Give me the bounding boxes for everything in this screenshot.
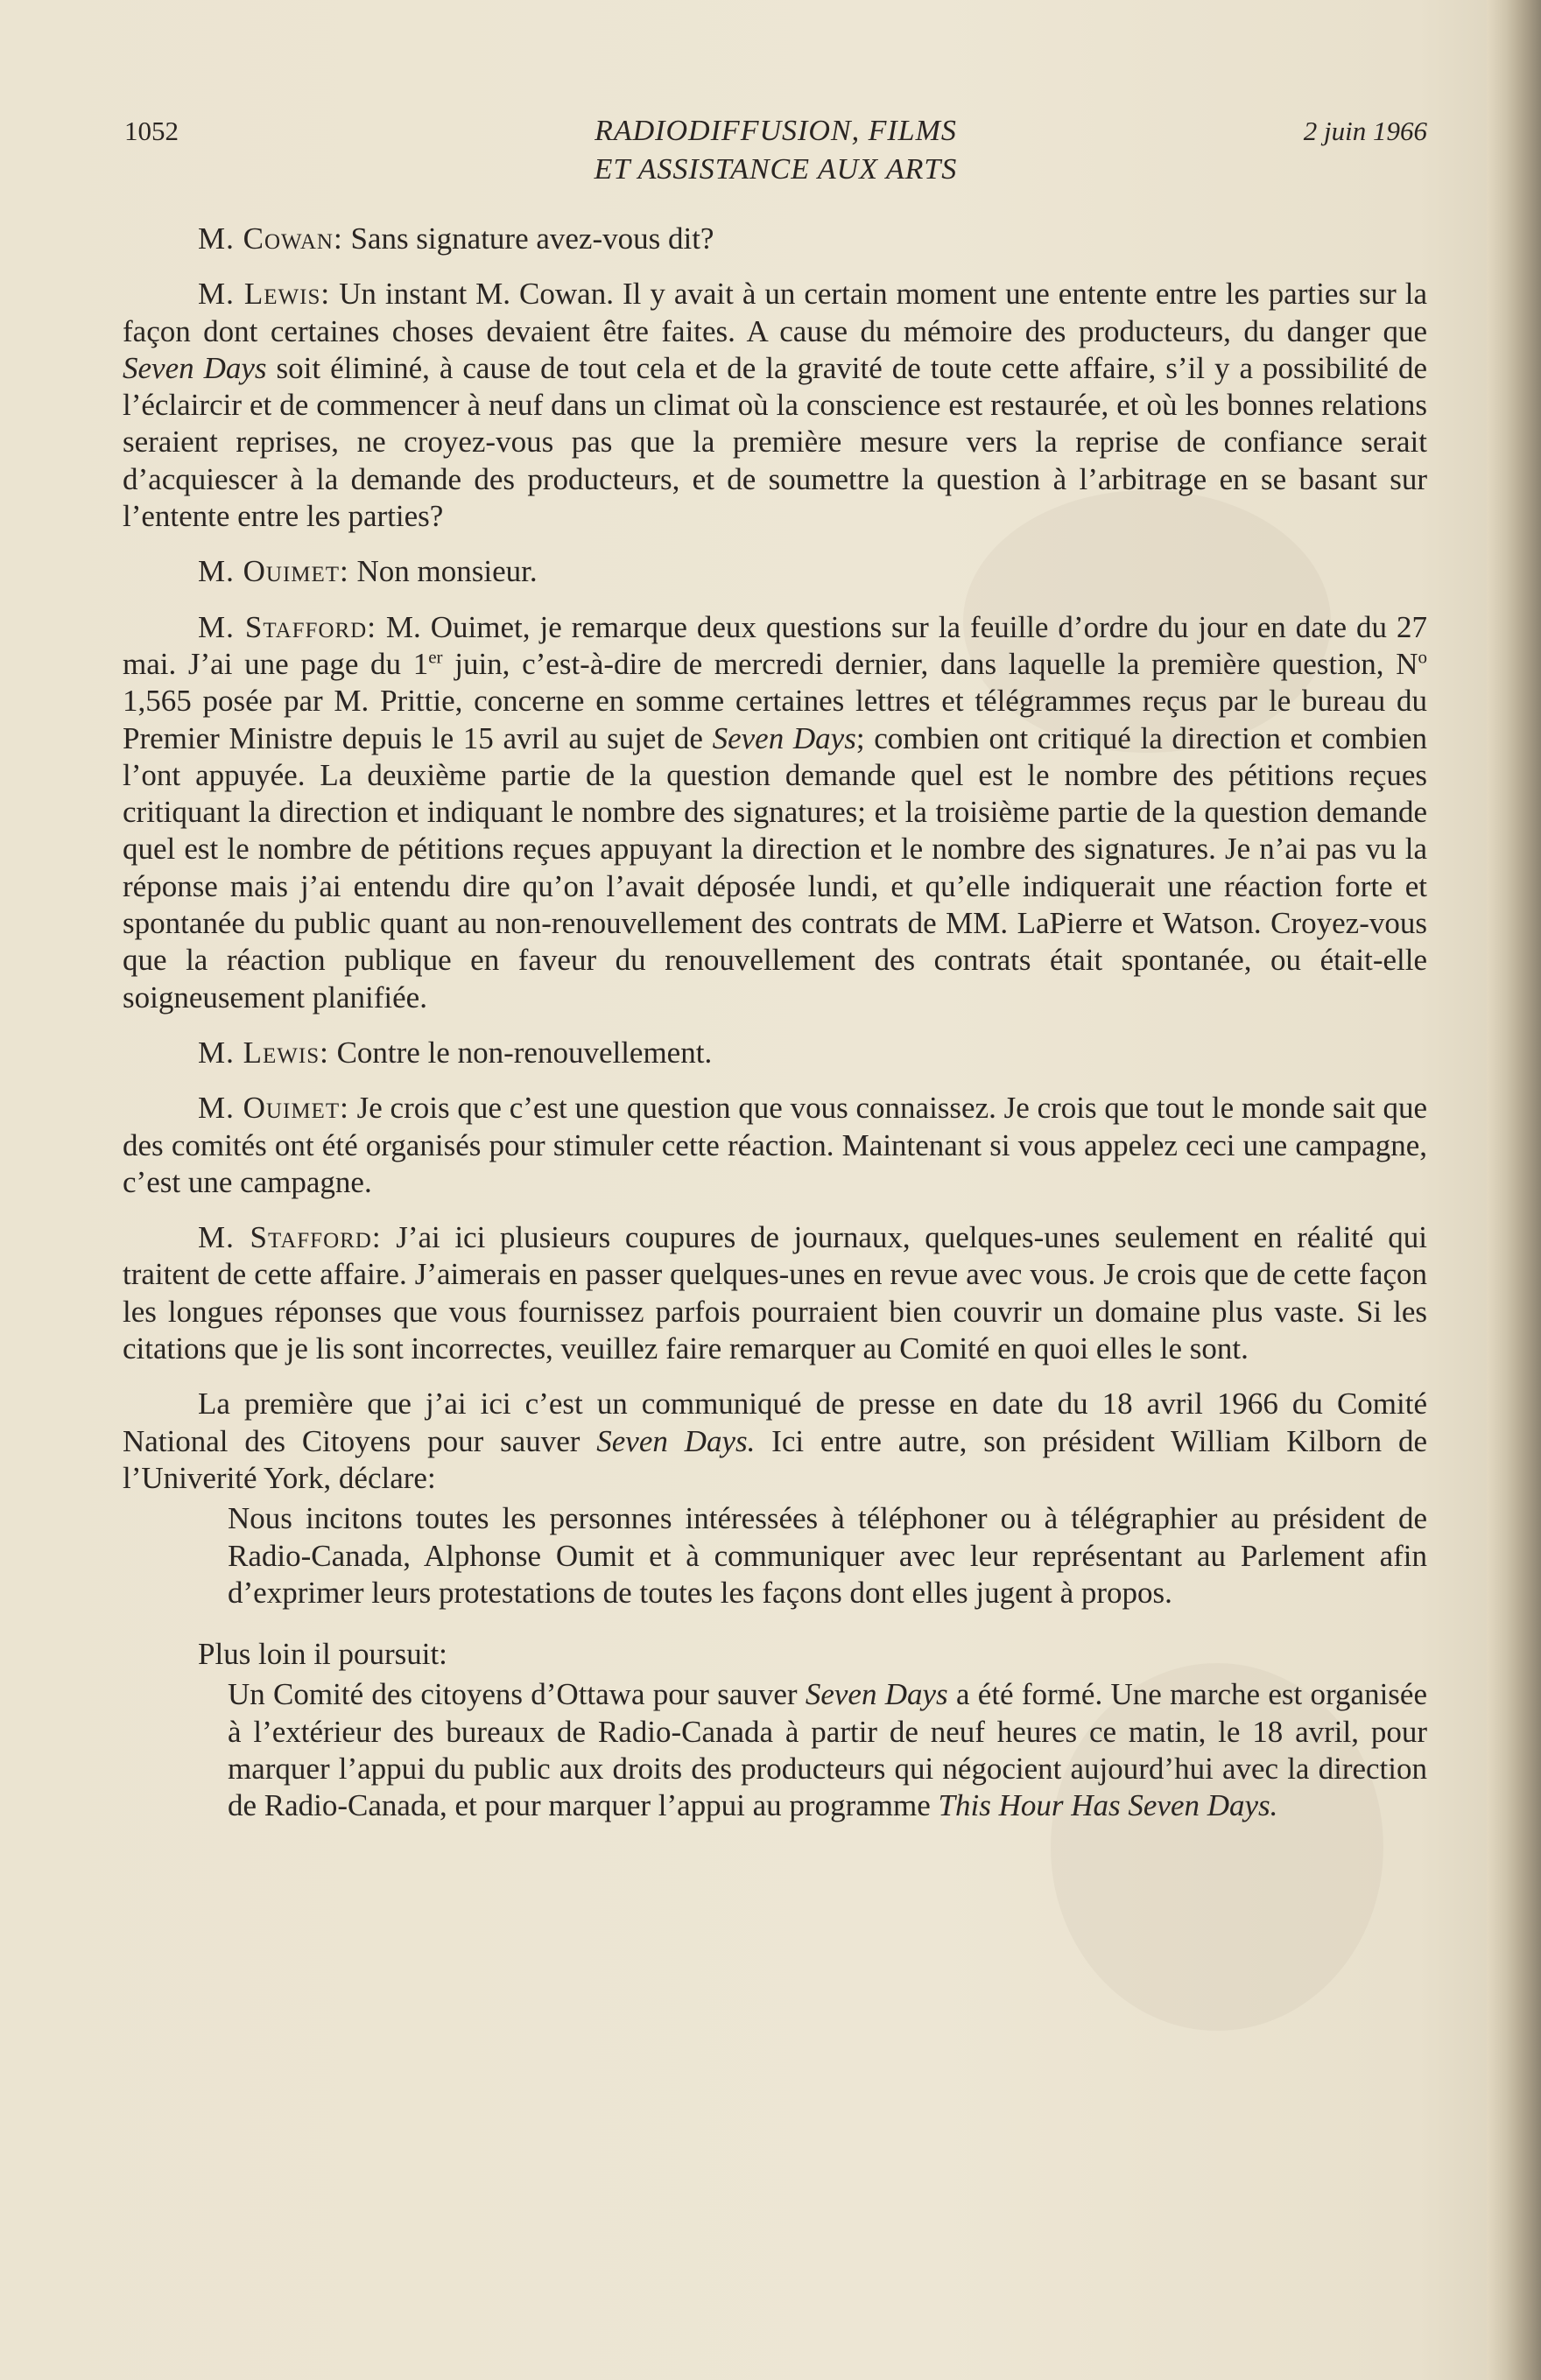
speech-text: 1,565 posée par M. Prittie, concerne en somme certaines lettres et télégrammes reçus par le bureau du Premier Ministre depuis le 15 avril au sujet de [123, 684, 1427, 755]
paragraph-stafford [123, 1219, 1427, 1367]
speaker-name: M. Lewis: [198, 1035, 329, 1070]
speech-text: soit éliminé, à cause de tout cela et de la gravité de toute cette affaire, s’il y a possibilité de l’éclaircir et de commencer à neuf dans un climat où la conscience est restaurée, et où les bonnes relations seraient reprises, ne croyez-vous pas que la première mesure vers la reprise de confiance serait d’acquiescer à la demande des producteurs, et de soumettre la question à l’arbitrage en se basant sur l’entente entre les parties? [123, 350, 1427, 534]
speaker-name: M. Cowan: [198, 221, 343, 256]
program-title: Seven Days [805, 1677, 948, 1712]
speech-text: La première que j’ai ici c’est un communiqué de presse en date du 18 avril 1966 du Comité National des Citoyens pour sauver [123, 1387, 1427, 1458]
speech-text: Contre le non-renouvellement. [328, 1035, 713, 1070]
speech-text: Je crois que c’est une question que vous connaissez. Je crois que tout le monde sait que des comités ont été organisés pour stimuler cette réaction. Maintenant si vous appelez ceci une campagne, c’est une campagne. [123, 1091, 1427, 1199]
paragraph-lewis [123, 1035, 1427, 1071]
book-gutter [1487, 0, 1541, 2380]
superscript: er [428, 646, 443, 668]
page-date: 2 juin 1966 [1303, 116, 1427, 146]
speaker-name: M. Ouimet: [198, 554, 349, 589]
superscript: o [1418, 646, 1428, 668]
page-header [124, 112, 1427, 191]
block-quote [123, 1676, 1427, 1824]
block-quote: Nous incitons toutes les personnes intéressées à téléphoner ou à télégraphier au président de Radio-Canada, Alphonse Oumit et à communiquer avec leur représentant au Parlement afin d’exprimer leurs protestations de toutes les façons dont elles jugent à propos. [228, 1501, 1427, 1610]
program-title: Seven Days. [596, 1423, 756, 1458]
speaker-name: M. Stafford: [198, 1220, 382, 1255]
speech-text: ; combien ont critiqué la direction et combien l’ont appuyée. La deuxième partie de la question demande quel est le nombre des pétitions reçues critiquant la direction et indiquant le nombre des signatures; et la troisième partie de la question demande quel est le nombre de pétitions reçues appuyant la direction et le nombre des signatures. Je n’ai pas vu la réponse mais j’ai entendu dire qu’on l’avait déposée lundi, et qu’elle indiquerait une réaction forte et spontanée du public quant au non-renouvellement des contrats de MM. LaPierre et Watson. Croyez-vous que la réaction publique en faveur du renouvellement des contrats était spontanée, ou était-elle soigneusement planifiée. [123, 720, 1427, 1014]
quote-text: Un Comité des citoyens d’Ottawa pour sauver [228, 1677, 806, 1712]
speech-text: M. Ouimet, je remarque deux questions sur la feuille d’ordre du jour en date du 27 mai. J’ai une page du 1 [123, 609, 1427, 681]
speech-text: Sans signature avez-vous dit? [342, 221, 714, 256]
speech-text: J’ai ici plusieurs coupures de journaux, quelques-unes seulement en réalité qui traitent de cette affaire. J’aimerais en passer quelques-unes en revue avec vous. Je crois que de cette façon les longues réponses que vous fournissez parfois pourraient bien couvrir un domaine plus vaste. Si les citations que je lis sont incorrectes, veuillez faire remarquer au Comité en quoi elles le sont. [123, 1220, 1427, 1366]
paragraph-continues: Plus loin il poursuit: [198, 1637, 447, 1672]
paragraph-cowan [123, 221, 1427, 257]
program-title: Seven Days [712, 720, 856, 755]
page-number: 1052 [124, 116, 179, 146]
paragraph-ouimet [123, 1090, 1427, 1201]
body-text [123, 221, 1427, 1825]
running-title [124, 112, 1427, 189]
program-title: This Hour Has Seven Days. [938, 1788, 1278, 1823]
speech-text: Non monsieur. [348, 554, 538, 589]
paragraph-ouimet [123, 553, 1427, 590]
speech-text: juin, c’est-à-dire de mercredi dernier, dans laquelle la première question, N [442, 646, 1418, 681]
speech-text: Ici entre autre, son président William Kilborn de l’Univerité York, déclare: [123, 1423, 1427, 1495]
speech-text: Un instant M. Cowan. Il y avait à un certain moment une entente entre les parties sur la façon dont certaines choses devaient être faites. A cause du mémoire des producteurs, du danger que [123, 277, 1428, 348]
speaker-name: M. Lewis: [198, 277, 331, 312]
speaker-name: M. Stafford: [198, 609, 376, 644]
running-title-line2: ET ASSISTANCE AUX ARTS [594, 153, 958, 186]
quote-text: a été formé. Une marche est organisée à l’extérieur des bureaux de Radio-Canada à partir de neuf heures ce matin, le 18 avril, pour marquer l’appui du public aux droits des producteurs qui négocient aujourd’hui avec la direction de Radio-Canada, et pour marquer l’appui au programme [228, 1677, 1427, 1823]
program-title: Seven Days [123, 350, 267, 385]
paragraph-press-release [123, 1386, 1427, 1497]
paragraph-lewis [123, 276, 1427, 535]
running-title-line1: RADIODIFFUSION, FILMS [595, 115, 957, 147]
paragraph-stafford [123, 609, 1427, 1016]
speaker-name: M. Ouimet: [198, 1091, 349, 1126]
